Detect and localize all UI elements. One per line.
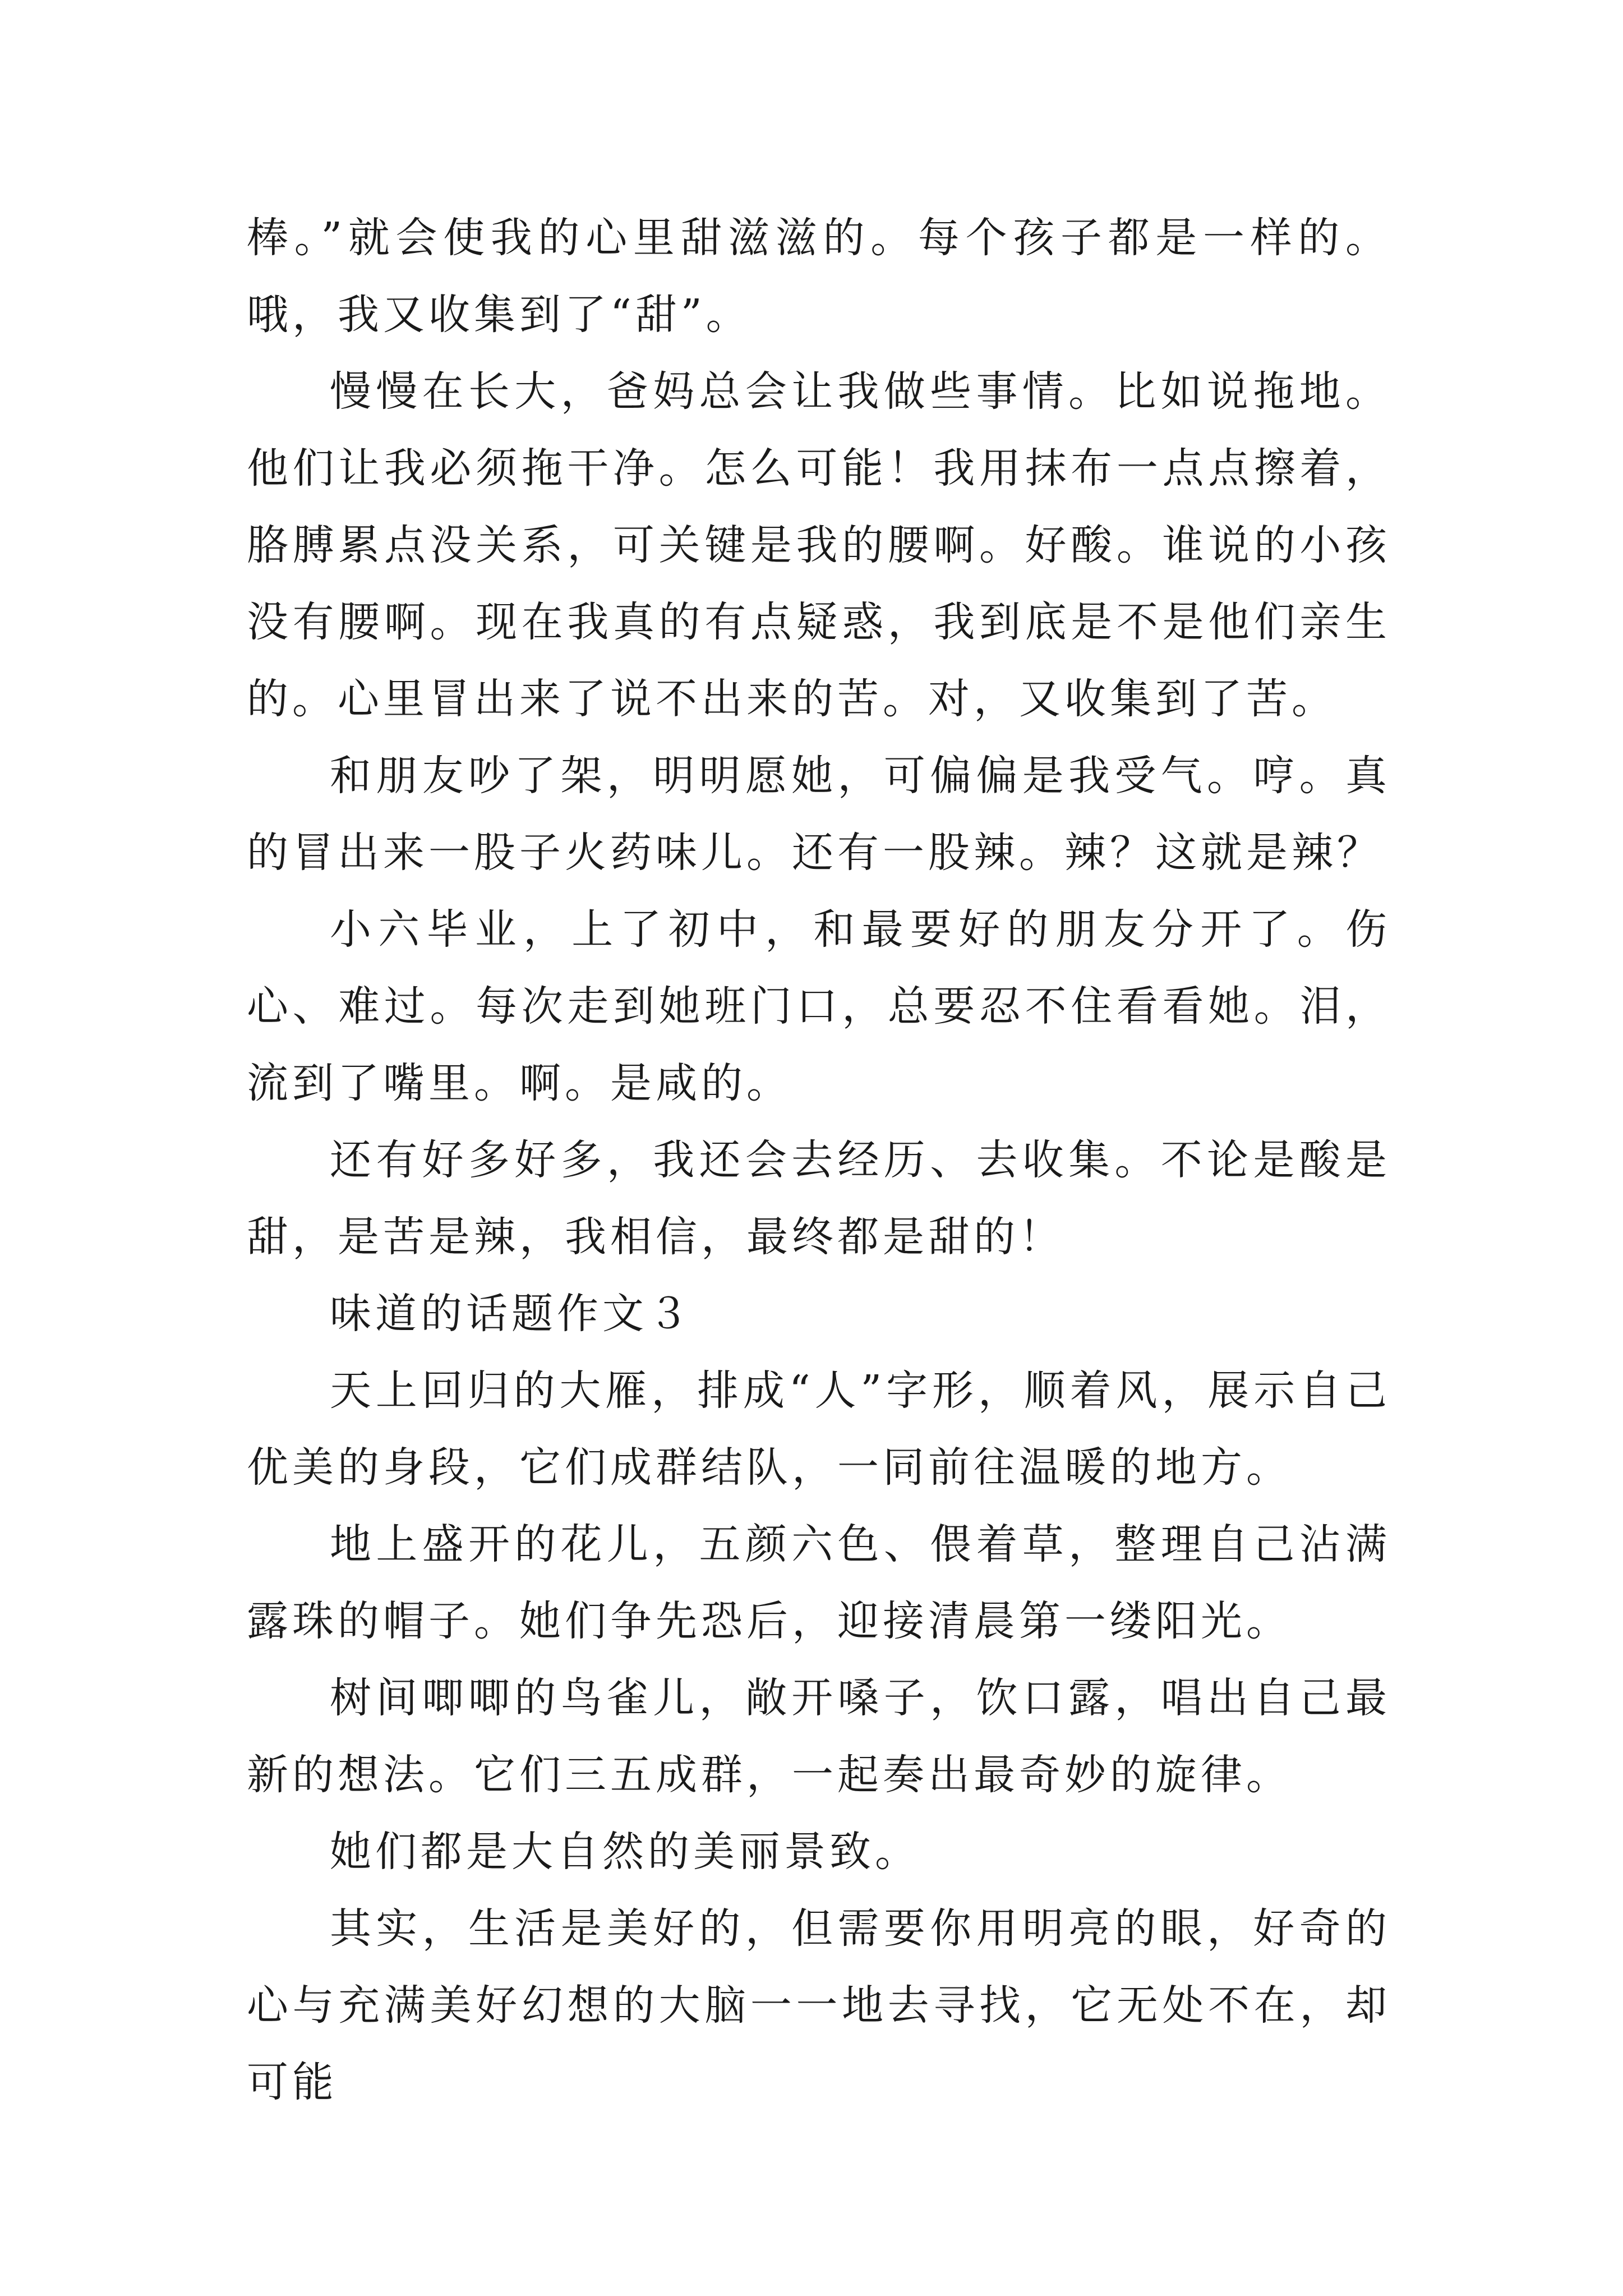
paragraph-6: 天上回归的大雁，排成“人”字形，顺着风，展示自己优美的身段，它们成群结队，一同前往温暖的地方。	[247, 1366, 1391, 1492]
paragraph-8: 树间唧唧的鸟雀儿，敞开嗓子，饮口露，唱出自己最新的想法。它们三五成群，一起奏出最奇妙的旋律。	[247, 1674, 1391, 1799]
paragraph-3: 和朋友吵了架，明明愿她，可偏偏是我受气。哼。真的冒出来一股子火药味儿。还有一股辣。辣？这就是辣？	[247, 752, 1391, 877]
paragraph-2: 慢慢在长大，爸妈总会让我做些事情。比如说拖地。他们让我必须拖干净。怎么可能！我用抹布一点点擦着，胳膊累点没关系，可关键是我的腰啊。好酸。谁说的小孩没有腰啊。现在我真的有点疑惑，我到底是不是他们亲生的。心里冒出来了说不出来的苦。对，又收集到了苦。	[247, 367, 1391, 723]
paragraph-10: 其实，生活是美好的，但需要你用明亮的眼，好奇的心与充满美好幻想的大脑一一地去寻找，它无处不在，却可能	[247, 1904, 1391, 2106]
paragraph-7: 地上盛开的花儿，五颜六色、偎着草，整理自己沾满露珠的帽子。她们争先恐后，迎接清晨第一缕阳光。	[247, 1520, 1391, 1645]
paragraph-9: 她们都是大自然的美丽景致。	[330, 1828, 920, 1876]
document-body	[247, 200, 1391, 2121]
paragraph-4: 小六毕业，上了初中，和最要好的朋友分开了。伤心、难过。每次走到她班门口，总要忍不住看看她。泪，流到了嘴里。啊。是咸的。	[247, 905, 1391, 1107]
paragraph-1: 棒。”就会使我的心里甜滋滋的。每个孩子都是一样的。哦，我又收集到了“甜”。	[247, 214, 1391, 339]
paragraph-5: 还有好多好多，我还会去经历、去收集。不论是酸是甜，是苦是辣，我相信，最终都是甜的！	[247, 1136, 1391, 1261]
section-heading: 味道的话题作文３	[330, 1290, 693, 1338]
